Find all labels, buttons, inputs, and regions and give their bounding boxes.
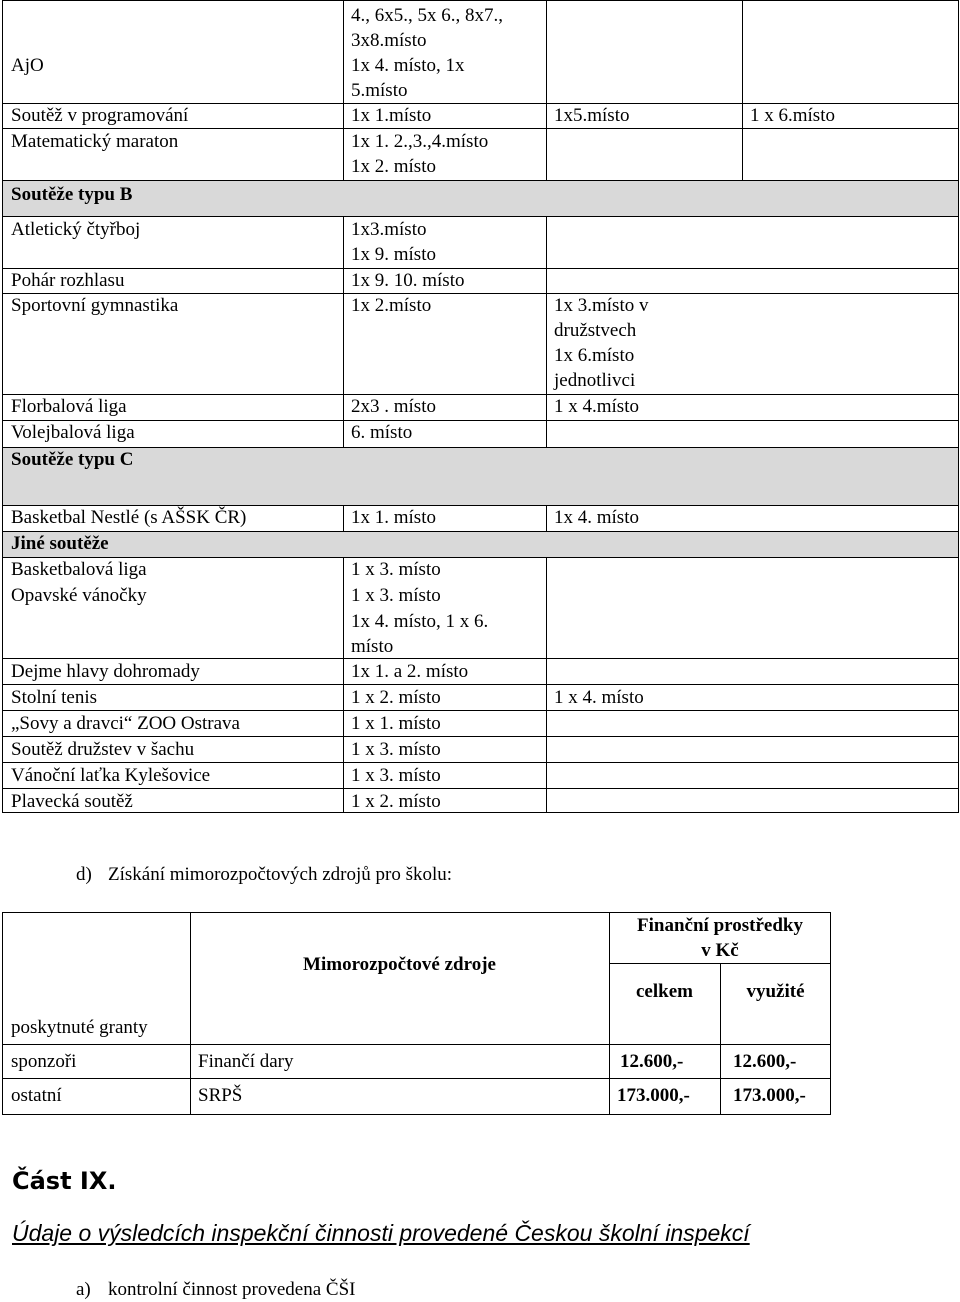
- result-value: 1x 6.místo: [554, 345, 635, 366]
- competition-name: Basketbalová liga: [11, 559, 147, 580]
- result-value: 1x5.místo: [554, 105, 630, 126]
- result-value: 1x 9. místo: [351, 244, 436, 265]
- result-value: 1 x 3. místo: [351, 739, 441, 760]
- section-band-b: [3, 180, 958, 216]
- section-d-title: Získání mimorozpočtových zdrojů pro školu:: [108, 864, 453, 885]
- competition-name: Soutěž v programování: [11, 105, 189, 126]
- result-value: 1 x 4. místo: [554, 687, 644, 708]
- funds-category: ostatní: [11, 1085, 62, 1106]
- result-value: 1x 1. 2.,3.,4.místo: [351, 131, 489, 152]
- result-value: 1 x 3. místo: [351, 585, 441, 606]
- result-value: 2x3 . místo: [351, 396, 436, 417]
- header-funds: Finanční prostředky: [637, 915, 803, 936]
- competition-name: Plavecká soutěž: [11, 791, 133, 812]
- result-value: 5.místo: [351, 80, 408, 101]
- result-value: 1 x 2. místo: [351, 687, 441, 708]
- result-value: 1 x 2. místo: [351, 791, 441, 812]
- competition-name: Vánoční laťka Kylešovice: [11, 765, 211, 786]
- row-line: [2, 788, 959, 789]
- result-value: 1x 1. místo: [351, 507, 436, 528]
- col-line: [343, 0, 344, 180]
- col-line: [546, 557, 547, 813]
- col-line: [343, 557, 344, 813]
- competition-name: Volejbalová liga: [11, 422, 135, 443]
- result-value: 1 x 1. místo: [351, 713, 441, 734]
- result-value: 1x 3.místo v: [554, 295, 649, 316]
- result-value: 4., 6x5., 5x 6., 8x7.,: [351, 5, 503, 26]
- funds-source: Finančí dary: [198, 1051, 294, 1072]
- row-line: [2, 1078, 831, 1079]
- competition-name: AjO: [11, 55, 44, 76]
- result-value: 1x 4. místo: [554, 507, 639, 528]
- competition-name: „Sovy a dravci“ ZOO Ostrava: [11, 713, 240, 734]
- row-line: [2, 1044, 831, 1045]
- funds-used: 12.600,-: [733, 1051, 797, 1072]
- row-line: [2, 180, 959, 181]
- result-value: 1 x 3. místo: [351, 559, 441, 580]
- col-line: [190, 912, 191, 1115]
- competition-name: Florbalová liga: [11, 396, 127, 417]
- funds-source: SRPŠ: [198, 1085, 243, 1106]
- result-value: 1x 4. místo, 1x: [351, 55, 465, 76]
- funds-total: 173.000,-: [617, 1085, 690, 1106]
- result-value: 1x 2.místo: [351, 295, 432, 316]
- row-line: [2, 420, 959, 421]
- header-funds-unit: v Kč: [701, 940, 739, 961]
- result-value: 1x 1. a 2. místo: [351, 661, 469, 682]
- result-value: 3x8.místo: [351, 30, 427, 51]
- result-value: místo: [351, 636, 394, 657]
- competition-name: Sportovní gymnastika: [11, 295, 179, 316]
- row-line: [2, 447, 959, 448]
- result-value: 1x 9. 10. místo: [351, 270, 465, 291]
- result-value: 1x 4. místo, 1 x 6.: [351, 611, 489, 632]
- competition-name: Pohár rozhlasu: [11, 270, 125, 291]
- funds-category: poskytnuté granty: [11, 1017, 148, 1038]
- header-sources: Mimorozpočtové zdroje: [303, 954, 496, 975]
- result-value: 1x 1.místo: [351, 105, 432, 126]
- section-heading: Jiné soutěže: [11, 533, 109, 554]
- list-marker-d: d): [76, 864, 92, 885]
- row-line: [2, 684, 959, 685]
- competition-name: Dejme hlavy dohromady: [11, 661, 200, 682]
- result-value: 1 x 6.místo: [750, 105, 835, 126]
- row-line: [2, 268, 959, 269]
- result-value: družstvech: [554, 320, 637, 341]
- col-line: [546, 0, 547, 180]
- funds-total: 12.600,-: [620, 1051, 684, 1072]
- part-subtitle: Údaje o výsledcích inspekční činnosti provedené Českou školní inspekcí: [12, 1220, 750, 1246]
- col-line: [742, 0, 743, 180]
- result-value: 1x3.místo: [351, 219, 427, 240]
- competition-name: Matematický maraton: [11, 131, 179, 152]
- section-band-other: [3, 531, 958, 557]
- row-line: [2, 394, 959, 395]
- row-line: [2, 216, 959, 217]
- row-line: [2, 531, 959, 532]
- col-line: [546, 505, 547, 531]
- result-value: 1x 2. místo: [351, 156, 436, 177]
- list-marker-a: a): [76, 1279, 91, 1300]
- result-value: 1 x 3. místo: [351, 765, 441, 786]
- part-heading: Část IX.: [12, 1167, 117, 1195]
- competition-name: Basketbal Nestlé (s AŠSK ČR): [11, 507, 247, 528]
- competition-name: Stolní tenis: [11, 687, 98, 708]
- col-line: [343, 216, 344, 447]
- funds-used: 173.000,-: [733, 1085, 806, 1106]
- funds-category: sponzoři: [11, 1051, 77, 1072]
- result-value: jednotlivci: [554, 370, 636, 391]
- col-line: [343, 505, 344, 531]
- competition-name: Atletický čtyřboj: [11, 219, 141, 240]
- competition-name: Opavské vánočky: [11, 585, 147, 606]
- section-band-c: [3, 447, 958, 505]
- result-value: 1 x 4.místo: [554, 396, 639, 417]
- header-used: využité: [746, 981, 805, 1002]
- section-heading: Soutěže typu B: [11, 184, 133, 205]
- item-a-text: kontrolní činnost provedena ČŠI: [108, 1279, 356, 1300]
- header-total: celkem: [636, 981, 693, 1002]
- result-value: 6. místo: [351, 422, 413, 443]
- col-line: [546, 216, 547, 447]
- section-heading: Soutěže typu C: [11, 449, 134, 470]
- competition-name: Soutěž družstev v šachu: [11, 739, 195, 760]
